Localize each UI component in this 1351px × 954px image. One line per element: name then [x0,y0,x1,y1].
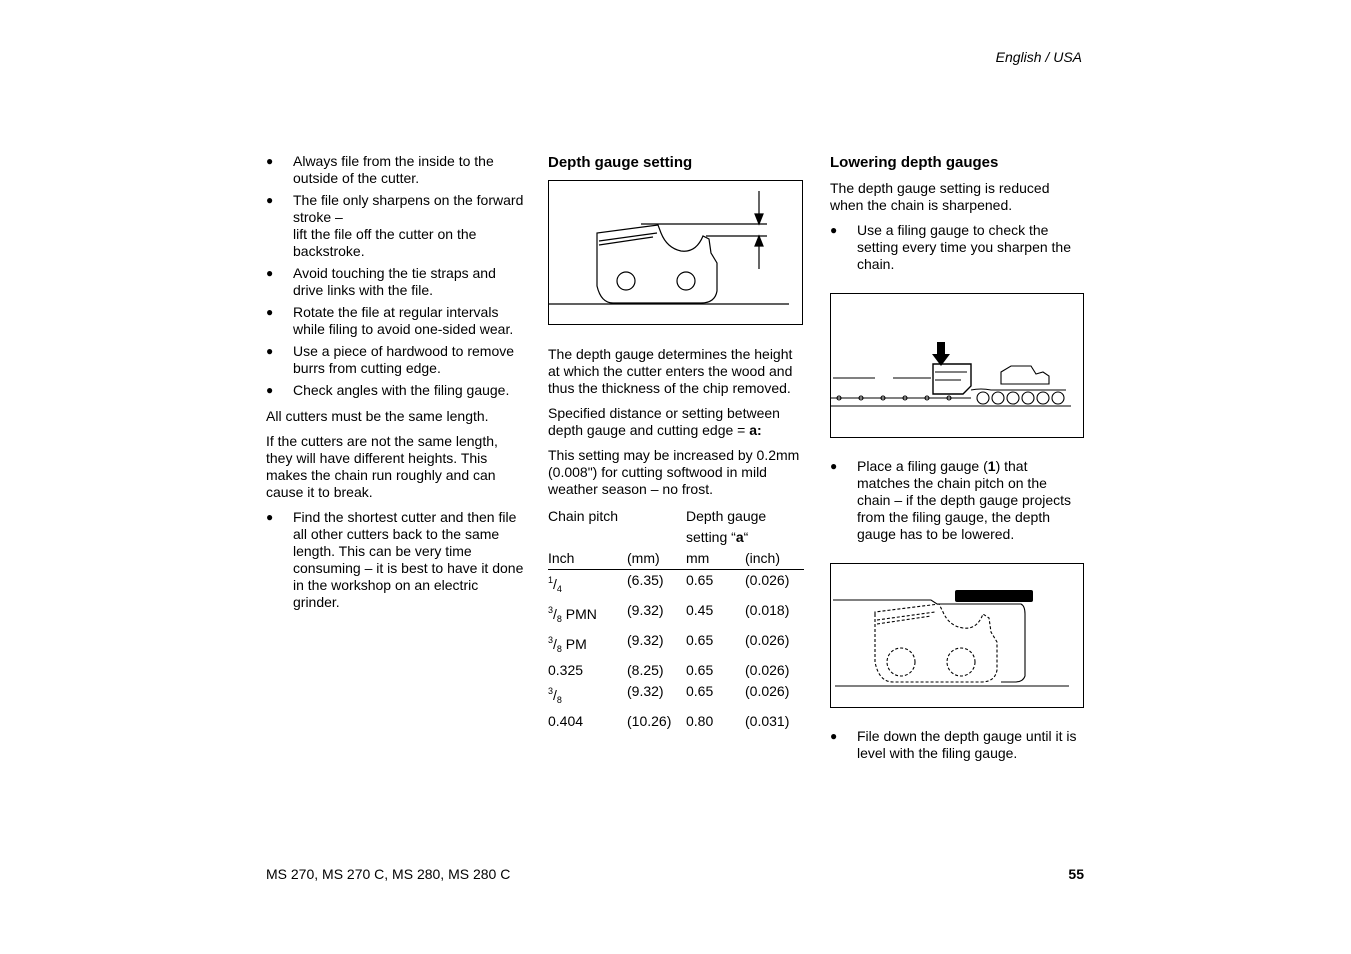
table-cell: 0.65 [686,632,714,648]
table-header-cell [686,527,804,548]
gauge-placement-list [830,458,1084,543]
list-item: ● Find the shortest cutter and then file all other cutters back to the same length. This can be very time consuming – it is best to have it done in the workshop on an electric grinder. [266,509,526,611]
fraction-denominator: 8 [556,614,562,624]
fraction-denominator: 8 [556,644,562,654]
list-item: ● Avoid touching the tie straps and drive links with the file. [266,265,526,299]
table-row [548,660,804,681]
list-item-text: lift the file off the cutter on the backstroke. [293,226,477,259]
table-cell: 0.65 [686,662,714,678]
table-header-cell: Chain pitch [548,508,619,524]
table-cell-pitch: $^3/_8$ PMN [548,605,597,624]
page-number: 55 [1068,866,1084,882]
fraction-denominator: 4 [556,584,562,594]
pitch-suffix: PMN [561,606,597,622]
list-item: ● File down the depth gauge until it is level with the filing gauge. [830,728,1084,762]
reference-number: 1 [987,458,996,474]
table-cell: (0.026) [745,662,790,678]
filing-tips-list-2 [266,509,526,611]
list-item: ● Use a piece of hardwood to remove burrs from cutting edge. [266,343,526,377]
table-cell: 0.65 [686,572,714,588]
list-item [266,192,526,260]
column-middle [548,153,806,732]
table-header-symbol: a [735,529,744,545]
table-cell-pitch: 0.404 [548,713,584,729]
list-item: ● Rotate the file at regular intervals while filing to avoid one-sided wear. [266,304,526,338]
table-cell: (10.26) [627,713,672,729]
lowering-gauge-illustration [831,564,1083,707]
list-item-text: Place a filing gauge ( [857,458,988,474]
table-header-cell: (mm) [627,548,686,570]
table-row [548,681,804,711]
table-cell-pitch: $^3/_8$ [548,686,562,705]
table-header-cell: Inch [548,548,627,570]
section-heading: Lowering depth gauges [830,154,999,171]
filing-gauge-figure [830,293,1084,438]
table-row [548,630,804,660]
file-down-list [830,728,1084,762]
paragraph: This setting may be increased by 0.2mm (0.008") for cutting softwood in mild weather season – no frost. [548,447,800,497]
table-cell: 0.45 [686,602,714,618]
paragraph: The depth gauge setting is reduced when the chain is sharpened. [830,180,1050,213]
filing-gauge-illustration [831,294,1083,437]
table-cell: 0.65 [686,683,714,699]
list-item: ● Always file from the inside to the outside of the cutter. [266,153,526,187]
list-item-text: ) that matches the chain pitch on the chain – if the depth gauge projects from the filing gauge, the depth gauge has to be lowered. [857,458,1072,542]
table-cell: (0.018) [745,602,790,618]
table-cell: (8.25) [627,662,664,678]
table-header-row [548,527,804,548]
fraction-numerator: 3 [548,635,554,645]
table-cell: (0.031) [745,713,790,729]
footer-models: MS 270, MS 270 C, MS 280, MS 280 C [266,866,511,882]
table-row [548,600,804,630]
gauge-check-list [830,222,1084,273]
depth-gauge-figure [548,180,803,325]
table-cell-pitch: $^3/_8$ PM [548,635,587,654]
table-header-row [548,506,804,527]
lowering-gauge-figure [830,563,1084,708]
table-header-text: setting “ [686,529,736,545]
table-header-cell: mm [686,548,745,570]
section-heading: Depth gauge setting [548,154,693,171]
table-header-cell: Depth gauge [686,508,767,524]
setting-symbol: a: [749,422,762,438]
table-cell: (0.026) [745,683,790,699]
table-cell: (0.026) [745,572,790,588]
table-header-row [548,548,804,570]
paragraph: If the cutters are not the same length, they will have different heights. This makes the chain run roughly and can cause it to break. [266,433,498,500]
table-cell: (9.32) [627,602,664,618]
filing-tips-list [266,153,526,399]
table-header-cell [548,527,686,548]
fraction-numerator: 3 [548,686,554,696]
pitch-suffix: PM [561,636,587,652]
column-right [830,153,1084,767]
paragraph [548,405,806,439]
paragraph: All cutters must be the same length. [266,408,489,424]
table-header-cell: (inch) [745,548,804,570]
table-row [548,711,804,732]
chain-pitch-table [548,506,804,732]
table-cell: (9.32) [627,683,664,699]
header-language: English / USA [995,49,1082,65]
table-cell-pitch: 0.325 [548,662,584,678]
depth-gauge-illustration [549,181,802,324]
list-item: ● Check angles with the filing gauge. [266,382,526,399]
table-cell: (0.026) [745,632,790,648]
fraction-denominator: 8 [556,695,562,705]
table-header-text: “ [743,529,749,545]
column-left [266,153,526,616]
table-row [548,570,804,601]
paragraph-text: Specified distance or setting between depth gauge and cutting edge = [548,405,780,438]
paragraph: The depth gauge determines the height at which the cutter enters the wood and thus the thickness of the chip removed. [548,346,793,396]
table-cell-pitch: $^1/_4$ [548,575,562,594]
list-item [830,458,1084,543]
fraction-numerator: 3 [548,605,554,615]
fraction-numerator: 1 [548,575,554,585]
table-cell: 0.80 [686,713,714,729]
list-item: ● Use a filing gauge to check the setting every time you sharpen the chain. [830,222,1084,273]
list-item-text: The file only sharpens on the forward stroke – [293,192,524,225]
table-cell: (9.32) [627,632,664,648]
table-cell: (6.35) [627,572,664,588]
